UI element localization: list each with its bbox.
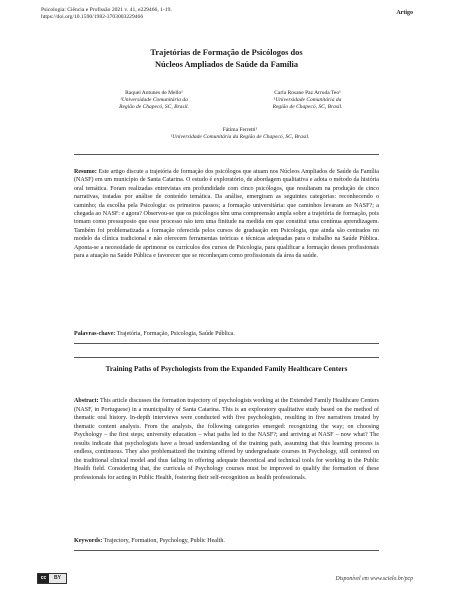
author-affiliation: Região de Chapecó, SC, Brasil. — [272, 104, 343, 110]
keywords-english — [74, 537, 379, 545]
author-affiliation: Região de Chapecó, SC, Brasil. — [119, 104, 189, 110]
abstract-portuguese — [74, 168, 379, 260]
keywords-portuguese — [74, 330, 379, 338]
keywords-label: Keywords: — [74, 538, 103, 544]
divider — [74, 343, 379, 344]
title-line-2: Núcleos Ampliados de Saúde da Família — [154, 60, 299, 69]
author-block — [240, 90, 375, 111]
cc-by-license-icon[interactable] — [37, 573, 67, 584]
doi-link[interactable]: https://doi.org/10.1590/1982-3703003229466 — [41, 14, 144, 20]
divider — [74, 550, 379, 551]
keywords-text: Trajectory, Formation, Psychology, Public Health. — [103, 538, 225, 544]
divider — [74, 357, 379, 358]
article-title — [60, 47, 393, 71]
abstract-label: Resumo: — [74, 169, 97, 175]
abstract-english — [74, 397, 379, 482]
journal-header — [41, 7, 413, 21]
author-block — [104, 90, 204, 111]
english-title: Training Paths of Psychologists from the Expanded Family Healthcare Centers — [105, 365, 348, 373]
cc-icon: cc — [38, 574, 49, 583]
author-block — [160, 127, 320, 141]
author-affiliation: ¹Universidade Comunitária da — [273, 97, 342, 103]
by-icon: BY — [49, 574, 66, 583]
author-name: Fátima Ferretti¹ — [222, 127, 258, 133]
author-name: Raquel Antunes de Mello¹ — [125, 90, 183, 96]
author-affiliation: ¹Universidade Comunitária da Região de Chapecó, SC, Brasil. — [170, 134, 310, 140]
title-line-1: Trajetórias de Formação de Psicólogos dos — [150, 48, 303, 57]
article-type-label: Artigo — [396, 10, 413, 16]
abstract-label: Abstract: — [74, 398, 99, 404]
author-affiliation: ¹Universidade Comunitária da — [120, 97, 188, 103]
journal-citation: Psicologia: Ciência e Profissão 2021 v. 41, e229466, 1-19. — [41, 7, 172, 13]
keywords-label: Palavras-chave: — [74, 331, 116, 337]
keywords-text: Trajetória, Formação, Psicologia, Saúde Pública. — [116, 331, 235, 337]
availability-note[interactable]: Disponível em www.scielo.br/pcp — [335, 576, 413, 582]
abstract-text: This article discusses the formation trajectory of psychologists working at the Extended Family Healthcare Centers (NASF, in Portuguese) in a municipality of Santa Catarina. This is an exploratory qualitative study based on the method of thematic oral history. In-depth interviews were conducted with five psychologists, resulting in five narratives treated by thematic content analysis. From the analysis, the following categories emerged: recognizing the way; on choosing Psychology – the first steps; university education – what paths led to the NASF?; and arriving at NASF – now what? The results indicate that psychologists have a broad understanding of the training path, assuming that this learning process is endless, continuous. They also problematized the training offered by undergraduate courses in Psychology, still centered on the traditional clinical model and thus failing in offering adequate theoretical and technical tools for working in the Public Health field. Considering that, the curricula of Psychology courses must be improved to qualify the formation of these professionals for acting in Public Health, fostering their self-recognition as health professionals. — [74, 398, 379, 481]
divider — [74, 154, 379, 155]
author-name: Carla Rosane Paz Arruda Teo¹ — [274, 90, 341, 96]
abstract-text: Este artigo discute a trajetória de formação dos psicólogos que atuam nos Núcleos Ampliados de Saúde da Família (NASF) em um município de Santa Catarina. O estudo é exploratório, de abordagem qualitativa e adota o método da história oral temática. Foram realizadas entrevistas em profundidade com cinco psicólogos, que resultaram na produção de cinco narrativas, tratadas por análise de conteúdo temática. Da análise, emergiram as seguintes categorias: reconhecendo o caminho; da escolha pela Psicologia: os primeiros passos; a formação universitária: que caminhos levaram ao NASF?; a chegada ao NASF: e agora? Observou-se que os psicólogos têm uma compreensão ampla sobre a trajetória de formação, pois tomam como pressuposto que esse processo não tem uma finitude na medida em que constitui uma contínua aprendizagem. Também foi problematizada a formação oferecida pelos cursos de graduação em Psicologia, que ainda são centrados no modelo da clínica tradicional e não oferecem ferramentas teóricas e técnicas adequadas para o trabalho na Saúde Pública. Aponta-se a necessidade de aprimorar os currículos dos cursos de Psicologia, para qualificar a formação desses profissionais para a atuação na Saúde Pública e favorecer que se reconheçam como profissionais da área da saúde. — [74, 169, 379, 260]
